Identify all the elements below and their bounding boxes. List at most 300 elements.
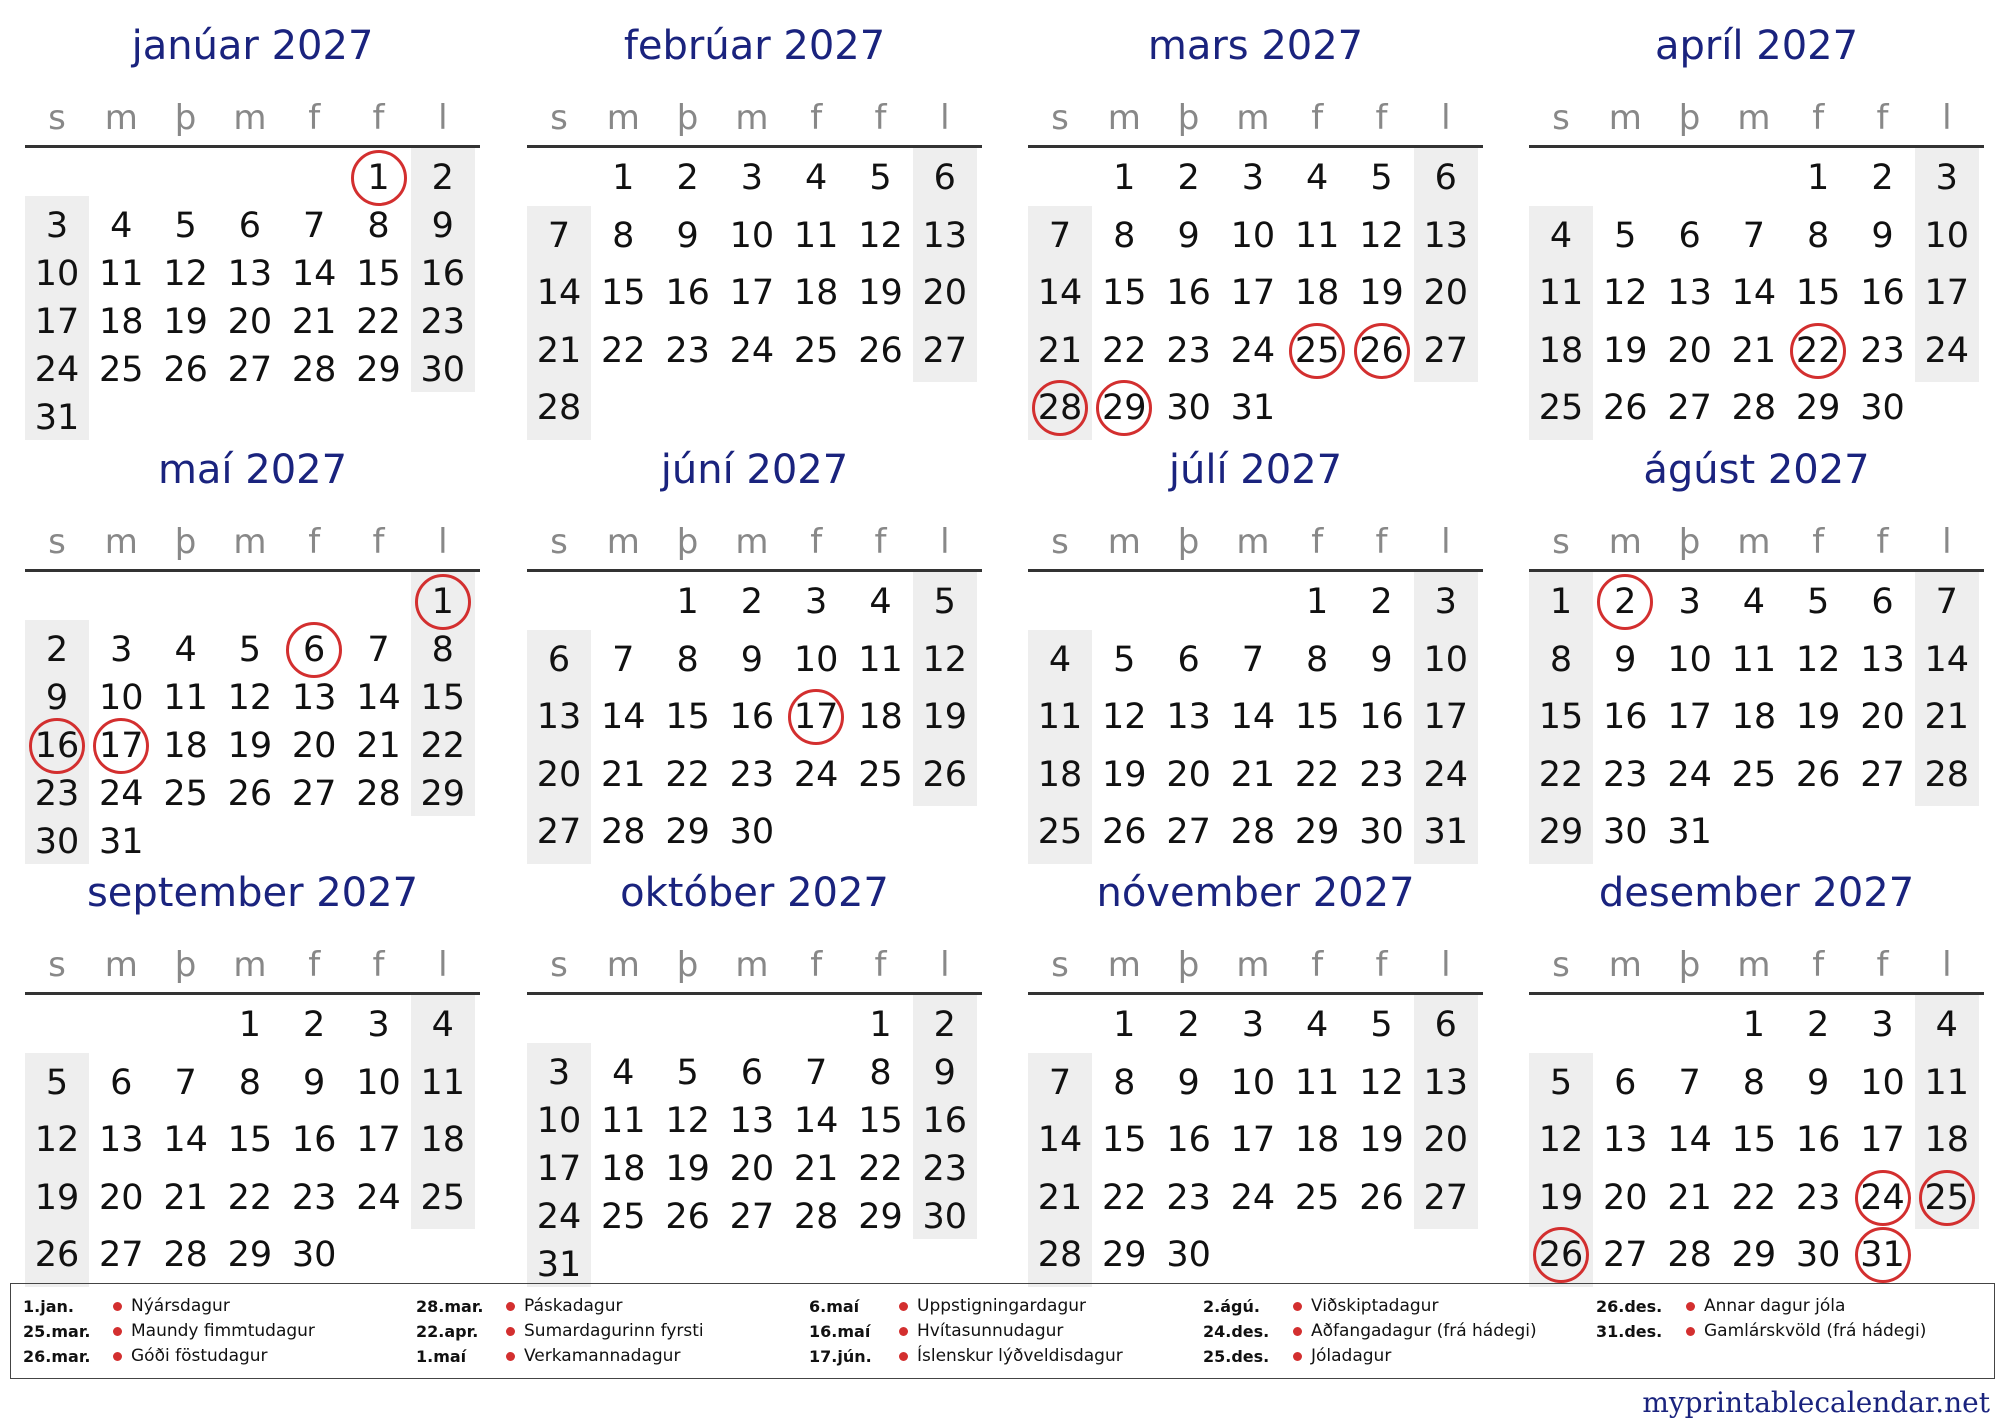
day-cell: 20 bbox=[291, 726, 337, 766]
day-cell: 7 bbox=[1048, 215, 1072, 256]
day-cell: 29 bbox=[1731, 1235, 1777, 1275]
day-cell: 10 bbox=[356, 1062, 401, 1103]
weekday-label: m bbox=[104, 945, 138, 985]
day-cell: 1 bbox=[1549, 582, 1573, 622]
day-cell: 24 bbox=[1924, 330, 1970, 371]
day-cell: 11 bbox=[601, 1101, 646, 1141]
day-cell: 20 bbox=[99, 1177, 144, 1218]
day-cell: 5 bbox=[1113, 639, 1136, 680]
legend-date: 6.maí bbox=[809, 1297, 860, 1316]
day-cell: 31 bbox=[1423, 812, 1469, 852]
day-cell: 7 bbox=[303, 206, 326, 246]
day-cell: 12 bbox=[922, 639, 968, 680]
day-cell: 27 bbox=[1423, 330, 1469, 371]
day-cell: 28 bbox=[356, 774, 401, 814]
weekday-label: s bbox=[48, 522, 66, 562]
day-cell: 4 bbox=[1306, 158, 1329, 198]
day-cell: 23 bbox=[34, 774, 80, 814]
day-cell: 8 bbox=[431, 630, 454, 670]
day-cell: 2 bbox=[303, 1005, 326, 1045]
day-cell: 15 bbox=[1102, 273, 1147, 313]
day-cell: 30 bbox=[420, 350, 466, 390]
holiday-day-cell: 6 bbox=[282, 626, 346, 674]
day-cell: 15 bbox=[1795, 273, 1841, 313]
day-cell: 30 bbox=[34, 822, 80, 862]
legend-date: 17.jún. bbox=[809, 1347, 872, 1366]
day-cell: 20 bbox=[1166, 754, 1211, 795]
holiday-dot-icon bbox=[899, 1302, 908, 1311]
day-cell: 11 bbox=[99, 254, 144, 294]
day-cell: 13 bbox=[99, 1120, 144, 1160]
day-cell: 22 bbox=[601, 330, 646, 371]
day-cell: 10 bbox=[729, 215, 775, 256]
weekday-label: l bbox=[438, 945, 448, 985]
weekday-label: m bbox=[735, 522, 769, 562]
day-cell: 18 bbox=[1924, 1120, 1970, 1160]
day-cell: 16 bbox=[665, 273, 710, 313]
day-cell: 3 bbox=[367, 1005, 390, 1045]
day-cell: 4 bbox=[1935, 1005, 1958, 1045]
legend-date: 26.des. bbox=[1596, 1297, 1663, 1316]
day-cell: 15 bbox=[1294, 697, 1340, 737]
day-cell: 27 bbox=[729, 1197, 775, 1237]
day-cell: 8 bbox=[1549, 639, 1573, 680]
day-cell: 17 bbox=[536, 1149, 582, 1189]
holiday-day-cell: 17 bbox=[89, 722, 153, 770]
day-cell: 5 bbox=[238, 630, 262, 670]
day-cell: 28 bbox=[1924, 754, 1970, 795]
day-cell: 15 bbox=[227, 1120, 273, 1160]
legend-date: 25.des. bbox=[1203, 1347, 1270, 1366]
day-cell: 2 bbox=[1807, 1005, 1830, 1045]
day-cell: 12 bbox=[227, 678, 273, 718]
legend-holiday-name: Aðfangadagur (frá hádegi) bbox=[1311, 1321, 1537, 1341]
day-cell: 12 bbox=[858, 215, 903, 256]
day-cell: 16 bbox=[1603, 697, 1648, 737]
day-cell: 7 bbox=[547, 215, 571, 256]
day-cell: 16 bbox=[1166, 1120, 1211, 1160]
month-title: október 2027 bbox=[620, 870, 889, 916]
day-cell: 12 bbox=[1603, 273, 1648, 313]
day-cell: 17 bbox=[1230, 273, 1276, 313]
day-cell: 8 bbox=[1306, 639, 1329, 680]
day-cell: 10 bbox=[536, 1101, 582, 1141]
weekday-label: f bbox=[1311, 98, 1324, 138]
day-cell: 7 bbox=[1935, 582, 1958, 622]
day-cell: 13 bbox=[536, 697, 582, 737]
day-cell: 26 bbox=[1795, 754, 1841, 795]
day-cell: 14 bbox=[536, 273, 582, 313]
day-cell: 25 bbox=[1037, 812, 1083, 852]
day-cell: 13 bbox=[729, 1101, 775, 1141]
weekday-label: s bbox=[1051, 522, 1069, 562]
weekday-label: l bbox=[1441, 522, 1451, 562]
day-cell: 20 bbox=[1667, 330, 1712, 371]
day-cell: 5 bbox=[933, 582, 956, 622]
day-cell: 18 bbox=[420, 1120, 466, 1160]
legend-holiday-name: Sumardagurinn fyrsti bbox=[524, 1321, 704, 1341]
day-cell: 14 bbox=[1924, 639, 1970, 680]
legend-item bbox=[1596, 1294, 1976, 1319]
weekday-label: f bbox=[372, 945, 385, 985]
day-cell: 27 bbox=[1667, 388, 1712, 428]
holiday-dot-icon bbox=[506, 1327, 515, 1336]
day-cell: 30 bbox=[729, 812, 775, 852]
weekday-label: f bbox=[1876, 522, 1889, 562]
day-cell: 22 bbox=[1102, 330, 1147, 371]
day-cell: 13 bbox=[1667, 273, 1712, 313]
legend-item bbox=[23, 1344, 403, 1369]
holiday-dot-icon bbox=[506, 1302, 515, 1311]
day-cell: 29 bbox=[1102, 1235, 1147, 1275]
day-cell: 21 bbox=[793, 1149, 839, 1189]
holiday-day-cell: 25 bbox=[1285, 327, 1349, 375]
day-cell: 4 bbox=[612, 1053, 635, 1093]
day-cell: 9 bbox=[740, 639, 764, 680]
day-cell: 13 bbox=[1860, 639, 1905, 680]
day-cell: 2 bbox=[933, 1005, 956, 1045]
day-cell: 29 bbox=[858, 1197, 903, 1237]
month-title: júlí 2027 bbox=[1168, 447, 1343, 493]
holiday-day-cell: 25 bbox=[1915, 1174, 1979, 1222]
legend-item bbox=[1596, 1319, 1976, 1344]
month-title: janúar 2027 bbox=[131, 23, 374, 69]
weekday-label: l bbox=[940, 98, 950, 138]
legend-holiday-name: Jóladagur bbox=[1311, 1346, 1392, 1366]
day-cell: 18 bbox=[99, 302, 144, 342]
day-cell: 5 bbox=[45, 1062, 69, 1103]
weekday-label: f bbox=[1812, 522, 1825, 562]
day-cell: 28 bbox=[536, 388, 582, 428]
legend-item bbox=[809, 1344, 1189, 1369]
weekday-label: f bbox=[1876, 945, 1889, 985]
holiday-legend bbox=[10, 1283, 1995, 1379]
day-cell: 23 bbox=[1860, 330, 1905, 371]
day-cell: 25 bbox=[163, 774, 208, 814]
weekday-label: þ bbox=[1678, 945, 1701, 985]
weekday-label: m bbox=[233, 522, 267, 562]
day-cell: 3 bbox=[547, 1053, 571, 1093]
day-cell: 27 bbox=[99, 1235, 144, 1275]
weekday-label: þ bbox=[1678, 522, 1701, 562]
weekday-label: f bbox=[372, 98, 385, 138]
day-cell: 8 bbox=[238, 1062, 262, 1103]
day-cell: 6 bbox=[740, 1053, 764, 1093]
weekday-label: m bbox=[1107, 945, 1141, 985]
holiday-dot-icon bbox=[506, 1352, 515, 1361]
day-cell: 29 bbox=[1538, 812, 1584, 852]
day-cell: 5 bbox=[1807, 582, 1830, 622]
weekday-label: l bbox=[1441, 98, 1451, 138]
day-cell: 23 bbox=[420, 302, 466, 342]
day-cell: 23 bbox=[729, 754, 775, 795]
day-cell: 14 bbox=[1037, 273, 1083, 313]
month-title: apríl 2027 bbox=[1654, 23, 1859, 69]
legend-date: 31.des. bbox=[1596, 1322, 1663, 1341]
weekday-label: f bbox=[1311, 945, 1324, 985]
day-cell: 1 bbox=[1742, 1005, 1766, 1045]
weekday-label: þ bbox=[1177, 945, 1200, 985]
day-cell: 11 bbox=[1294, 1062, 1340, 1103]
day-cell: 26 bbox=[1603, 388, 1648, 428]
day-cell: 20 bbox=[1423, 1120, 1469, 1160]
day-cell: 25 bbox=[858, 754, 903, 795]
legend-item bbox=[809, 1294, 1189, 1319]
day-cell: 11 bbox=[1731, 639, 1777, 680]
weekday-label: m bbox=[1608, 945, 1642, 985]
day-cell: 5 bbox=[1370, 158, 1393, 198]
day-cell: 10 bbox=[1423, 639, 1469, 680]
day-cell: 13 bbox=[1603, 1120, 1648, 1160]
day-cell: 14 bbox=[601, 697, 646, 737]
weekday-label: l bbox=[1942, 522, 1952, 562]
day-cell: 6 bbox=[933, 158, 956, 198]
day-cell: 9 bbox=[676, 215, 699, 256]
weekday-label: f bbox=[1311, 522, 1324, 562]
day-cell: 21 bbox=[536, 330, 582, 371]
day-cell: 10 bbox=[34, 254, 80, 294]
weekday-label: þ bbox=[1177, 98, 1200, 138]
day-cell: 15 bbox=[1102, 1120, 1147, 1160]
weekday-label: s bbox=[1552, 98, 1570, 138]
day-cell: 21 bbox=[1667, 1177, 1712, 1218]
day-cell: 14 bbox=[793, 1101, 839, 1141]
legend-item bbox=[416, 1319, 796, 1344]
day-cell: 8 bbox=[367, 206, 390, 246]
day-cell: 6 bbox=[1177, 639, 1200, 680]
day-cell: 22 bbox=[1294, 754, 1340, 795]
day-cell: 14 bbox=[291, 254, 337, 294]
holiday-day-cell: 29 bbox=[1092, 384, 1156, 432]
weekday-label: þ bbox=[1678, 98, 1701, 138]
weekday-label: f bbox=[308, 522, 321, 562]
day-cell: 11 bbox=[1538, 273, 1584, 313]
legend-column bbox=[809, 1294, 1189, 1369]
legend-holiday-name: Annar dagur jóla bbox=[1704, 1296, 1846, 1316]
day-cell: 8 bbox=[1113, 215, 1136, 256]
day-cell: 11 bbox=[163, 678, 208, 718]
weekday-label: þ bbox=[174, 98, 197, 138]
weekday-label: f bbox=[874, 522, 887, 562]
day-cell: 20 bbox=[1423, 273, 1469, 313]
weekday-label: m bbox=[1737, 945, 1771, 985]
day-cell: 25 bbox=[1294, 1177, 1340, 1218]
weekday-label: m bbox=[735, 945, 769, 985]
day-cell: 30 bbox=[1603, 812, 1648, 852]
weekday-label: l bbox=[438, 522, 448, 562]
day-cell: 7 bbox=[174, 1062, 197, 1103]
legend-date: 24.des. bbox=[1203, 1322, 1270, 1341]
day-cell: 17 bbox=[1924, 273, 1970, 313]
day-cell: 21 bbox=[291, 302, 337, 342]
day-cell: 23 bbox=[1166, 330, 1211, 371]
day-cell: 25 bbox=[99, 350, 144, 390]
day-cell: 30 bbox=[1359, 812, 1404, 852]
weekday-label: f bbox=[810, 522, 823, 562]
day-cell: 8 bbox=[612, 215, 635, 256]
legend-date: 1.maí bbox=[416, 1347, 467, 1366]
month-title: júní 2027 bbox=[660, 447, 849, 493]
day-cell: 5 bbox=[1370, 1005, 1393, 1045]
day-cell: 12 bbox=[1538, 1120, 1584, 1160]
day-cell: 27 bbox=[227, 350, 273, 390]
weekday-label: l bbox=[1942, 945, 1952, 985]
day-cell: 8 bbox=[869, 1053, 892, 1093]
weekday-label: f bbox=[874, 98, 887, 138]
day-cell: 6 bbox=[547, 639, 571, 680]
weekday-label: m bbox=[1737, 522, 1771, 562]
day-cell: 3 bbox=[110, 630, 133, 670]
day-cell: 4 bbox=[1048, 639, 1072, 680]
day-cell: 29 bbox=[356, 350, 401, 390]
day-cell: 31 bbox=[34, 398, 80, 438]
day-cell: 11 bbox=[1037, 697, 1083, 737]
month-title: september 2027 bbox=[86, 870, 419, 916]
weekday-label: f bbox=[308, 98, 321, 138]
month-title: nóvember 2027 bbox=[1096, 870, 1415, 916]
day-cell: 13 bbox=[922, 215, 968, 256]
day-cell: 25 bbox=[1538, 388, 1584, 428]
day-cell: 22 bbox=[420, 726, 466, 766]
day-cell: 2 bbox=[740, 582, 764, 622]
weekday-label: þ bbox=[174, 945, 197, 985]
day-cell: 13 bbox=[227, 254, 273, 294]
day-cell: 15 bbox=[665, 697, 710, 737]
day-cell: 24 bbox=[729, 330, 775, 371]
day-cell: 19 bbox=[163, 302, 208, 342]
day-cell: 22 bbox=[227, 1177, 273, 1218]
day-cell: 9 bbox=[303, 1062, 326, 1103]
day-cell: 19 bbox=[1359, 273, 1404, 313]
weekday-label: s bbox=[550, 945, 568, 985]
weekday-label: m bbox=[1107, 98, 1141, 138]
day-cell: 26 bbox=[163, 350, 208, 390]
day-cell: 17 bbox=[34, 302, 80, 342]
day-cell: 1 bbox=[238, 1005, 262, 1045]
day-cell: 12 bbox=[1359, 215, 1404, 256]
weekday-label: m bbox=[233, 945, 267, 985]
weekday-label: s bbox=[1552, 945, 1570, 985]
day-cell: 20 bbox=[227, 302, 273, 342]
day-cell: 8 bbox=[1742, 1062, 1766, 1103]
day-cell: 10 bbox=[99, 678, 144, 718]
weekday-label: f bbox=[1375, 945, 1388, 985]
weekday-label: f bbox=[1812, 98, 1825, 138]
month-title: ágúst 2027 bbox=[1643, 447, 1870, 493]
weekday-label: m bbox=[1737, 98, 1771, 138]
day-cell: 24 bbox=[1230, 1177, 1276, 1218]
day-cell: 19 bbox=[665, 1149, 710, 1189]
day-cell: 25 bbox=[793, 330, 839, 371]
weekday-label: l bbox=[940, 522, 950, 562]
day-cell: 23 bbox=[1359, 754, 1404, 795]
day-cell: 4 bbox=[110, 206, 133, 246]
day-cell: 7 bbox=[612, 639, 635, 680]
day-cell: 16 bbox=[1359, 697, 1404, 737]
day-cell: 1 bbox=[1113, 158, 1136, 198]
holiday-dot-icon bbox=[113, 1352, 122, 1361]
day-cell: 24 bbox=[1423, 754, 1469, 795]
holiday-day-cell: 28 bbox=[1028, 384, 1092, 432]
weekday-label: s bbox=[1552, 522, 1570, 562]
day-cell: 7 bbox=[805, 1053, 828, 1093]
legend-item bbox=[1203, 1319, 1583, 1344]
day-cell: 24 bbox=[34, 350, 80, 390]
holiday-dot-icon bbox=[113, 1302, 122, 1311]
day-cell: 13 bbox=[1166, 697, 1211, 737]
day-cell: 25 bbox=[601, 1197, 646, 1237]
day-cell: 19 bbox=[1603, 330, 1648, 371]
day-cell: 1 bbox=[612, 158, 635, 198]
weekday-label: m bbox=[735, 98, 769, 138]
weekday-label: f bbox=[874, 945, 887, 985]
day-cell: 10 bbox=[1860, 1062, 1905, 1103]
day-cell: 8 bbox=[1113, 1062, 1136, 1103]
day-cell: 4 bbox=[1742, 582, 1766, 622]
day-cell: 2 bbox=[1177, 1005, 1200, 1045]
holiday-day-cell: 1 bbox=[347, 154, 411, 202]
day-cell: 10 bbox=[1230, 215, 1276, 256]
day-cell: 31 bbox=[99, 822, 144, 862]
day-cell: 18 bbox=[1294, 273, 1340, 313]
day-cell: 20 bbox=[536, 754, 582, 795]
legend-date: 2.ágú. bbox=[1203, 1297, 1260, 1316]
day-cell: 13 bbox=[1423, 1062, 1469, 1103]
day-cell: 29 bbox=[665, 812, 710, 852]
weekday-label: s bbox=[550, 98, 568, 138]
day-cell: 2 bbox=[1871, 158, 1894, 198]
day-cell: 26 bbox=[1102, 812, 1147, 852]
day-cell: 29 bbox=[1795, 388, 1841, 428]
day-cell: 25 bbox=[1731, 754, 1777, 795]
day-cell: 18 bbox=[163, 726, 208, 766]
legend-item bbox=[809, 1319, 1189, 1344]
day-cell: 3 bbox=[740, 158, 764, 198]
day-cell: 22 bbox=[1102, 1177, 1147, 1218]
weekday-label: f bbox=[1375, 98, 1388, 138]
day-cell: 20 bbox=[1860, 697, 1905, 737]
holiday-day-cell: 31 bbox=[1851, 1231, 1915, 1279]
day-cell: 17 bbox=[1423, 697, 1469, 737]
day-cell: 15 bbox=[601, 273, 646, 313]
holiday-day-cell: 1 bbox=[411, 578, 475, 626]
day-cell: 15 bbox=[1731, 1120, 1777, 1160]
legend-column bbox=[1203, 1294, 1583, 1369]
day-cell: 12 bbox=[34, 1120, 80, 1160]
day-cell: 21 bbox=[1230, 754, 1276, 795]
day-cell: 6 bbox=[1434, 1005, 1457, 1045]
day-cell: 5 bbox=[869, 158, 892, 198]
day-cell: 21 bbox=[1731, 330, 1777, 371]
day-cell: 5 bbox=[1614, 215, 1637, 256]
day-cell: 10 bbox=[793, 639, 839, 680]
weekday-label: m bbox=[104, 98, 138, 138]
day-cell: 24 bbox=[356, 1177, 401, 1218]
day-cell: 21 bbox=[1924, 697, 1970, 737]
legend-date: 22.apr. bbox=[416, 1322, 479, 1341]
day-cell: 14 bbox=[1667, 1120, 1712, 1160]
day-cell: 9 bbox=[431, 206, 454, 246]
legend-holiday-name: Uppstigningardagur bbox=[917, 1296, 1086, 1316]
holiday-day-cell: 2 bbox=[1593, 578, 1657, 626]
day-cell: 18 bbox=[793, 273, 839, 313]
weekday-label: m bbox=[606, 522, 640, 562]
holiday-day-cell: 26 bbox=[1529, 1231, 1593, 1279]
weekday-label: m bbox=[1236, 522, 1270, 562]
day-cell: 19 bbox=[1795, 697, 1841, 737]
day-cell: 3 bbox=[1241, 1005, 1265, 1045]
holiday-day-cell: 26 bbox=[1350, 327, 1414, 375]
